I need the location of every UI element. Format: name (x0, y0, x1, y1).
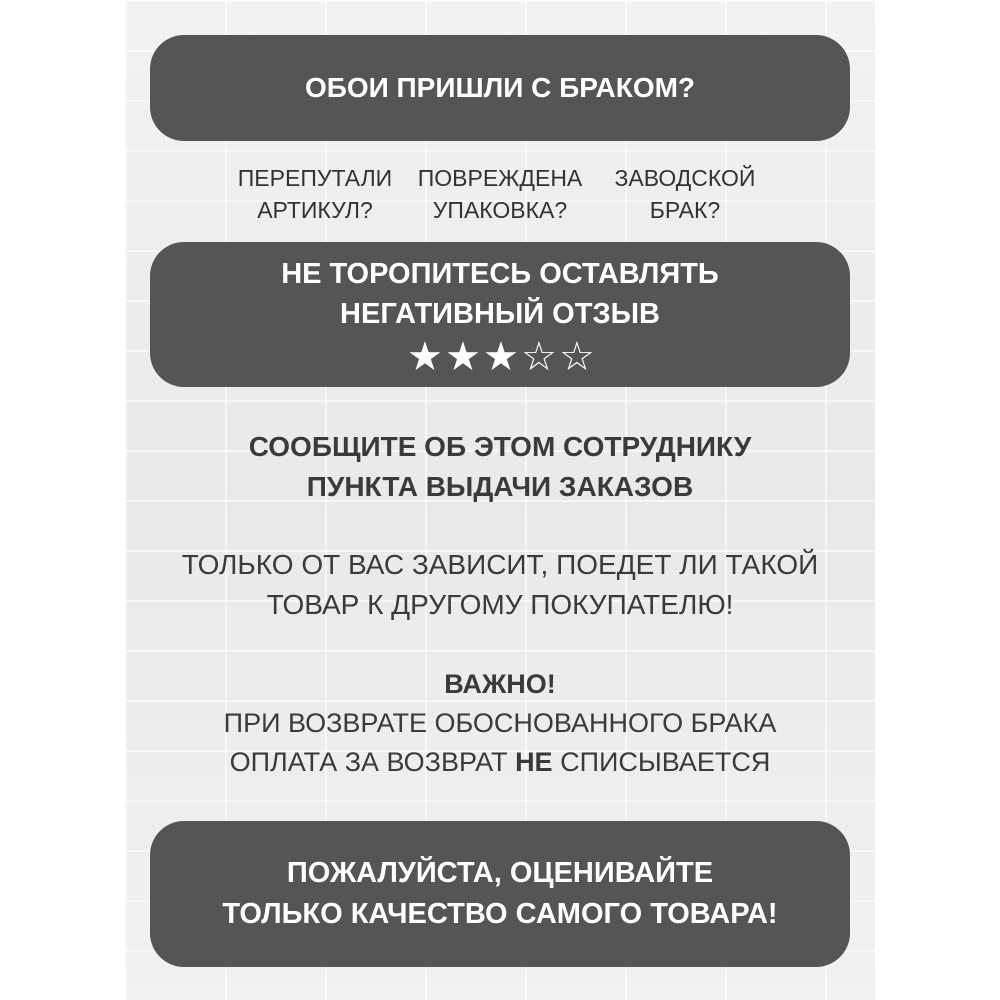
issue-text: АРТИКУЛ? (257, 197, 373, 223)
important-emphasis: НЕ (515, 747, 553, 777)
depends-line: ТОЛЬКО ОТ ВАС ЗАВИСИТ, ПОЕДЕТ ЛИ ТАКОЙ (181, 549, 819, 580)
star-rating (407, 336, 593, 378)
warning-banner (150, 242, 850, 387)
footer-line: ПОЖАЛУЙСТА, ОЦЕНИВАЙТЕ (286, 857, 714, 889)
important-heading: ВАЖНО! (444, 669, 556, 699)
depends-line: ТОВАР К ДРУГОМУ ПОКУПАТЕЛЮ! (266, 589, 734, 620)
star-empty-icon: ☆ (521, 334, 557, 379)
report-line: ПУНКТА ВЫДАЧИ ЗАКАЗОВ (306, 471, 694, 502)
footer-line: ТОЛЬКО КАЧЕСТВО САМОГО ТОВАРА! (222, 898, 778, 930)
star-empty-icon: ☆ (559, 334, 595, 379)
warning-line: НЕГАТИВНЫЙ ОТЗЫВ (340, 297, 660, 330)
star-filled-icon: ★ (445, 334, 481, 379)
important-notice (150, 665, 850, 782)
important-line: ПРИ ВОЗВРАТЕ ОБОСНОВАННОГО БРАКА (223, 708, 777, 738)
issue-damaged-package (415, 162, 585, 226)
issue-text: ПЕРЕПУТАЛИ (237, 165, 393, 191)
warning-line: НЕ ТОРОПИТЕСЬ ОСТАВЛЯТЬ (281, 257, 719, 290)
important-text: СПИСЫВАЕТСЯ (552, 747, 771, 777)
star-filled-icon: ★ (483, 334, 519, 379)
issue-text: ЗАВОДСКОЙ (614, 165, 756, 191)
depends-message (150, 545, 850, 625)
important-line (150, 743, 850, 782)
header-banner (150, 35, 850, 141)
issue-wrong-article (230, 162, 400, 226)
issue-text: УПАКОВКА? (432, 197, 568, 223)
issue-list (230, 162, 770, 226)
issue-text: БРАК? (649, 197, 721, 223)
issue-text: ПОВРЕЖДЕНА (417, 165, 583, 191)
report-line: СООБЩИТЕ ОБ ЭТОМ СОТРУДНИКУ (248, 431, 752, 462)
report-instruction (150, 427, 850, 507)
important-text: ОПЛАТА ЗА ВОЗВРАТ (229, 747, 516, 777)
footer-banner (150, 821, 850, 967)
star-filled-icon: ★ (407, 334, 443, 379)
header-title: ОБОИ ПРИШЛИ С БРАКОМ? (304, 72, 696, 103)
issue-factory-defect (600, 162, 770, 226)
